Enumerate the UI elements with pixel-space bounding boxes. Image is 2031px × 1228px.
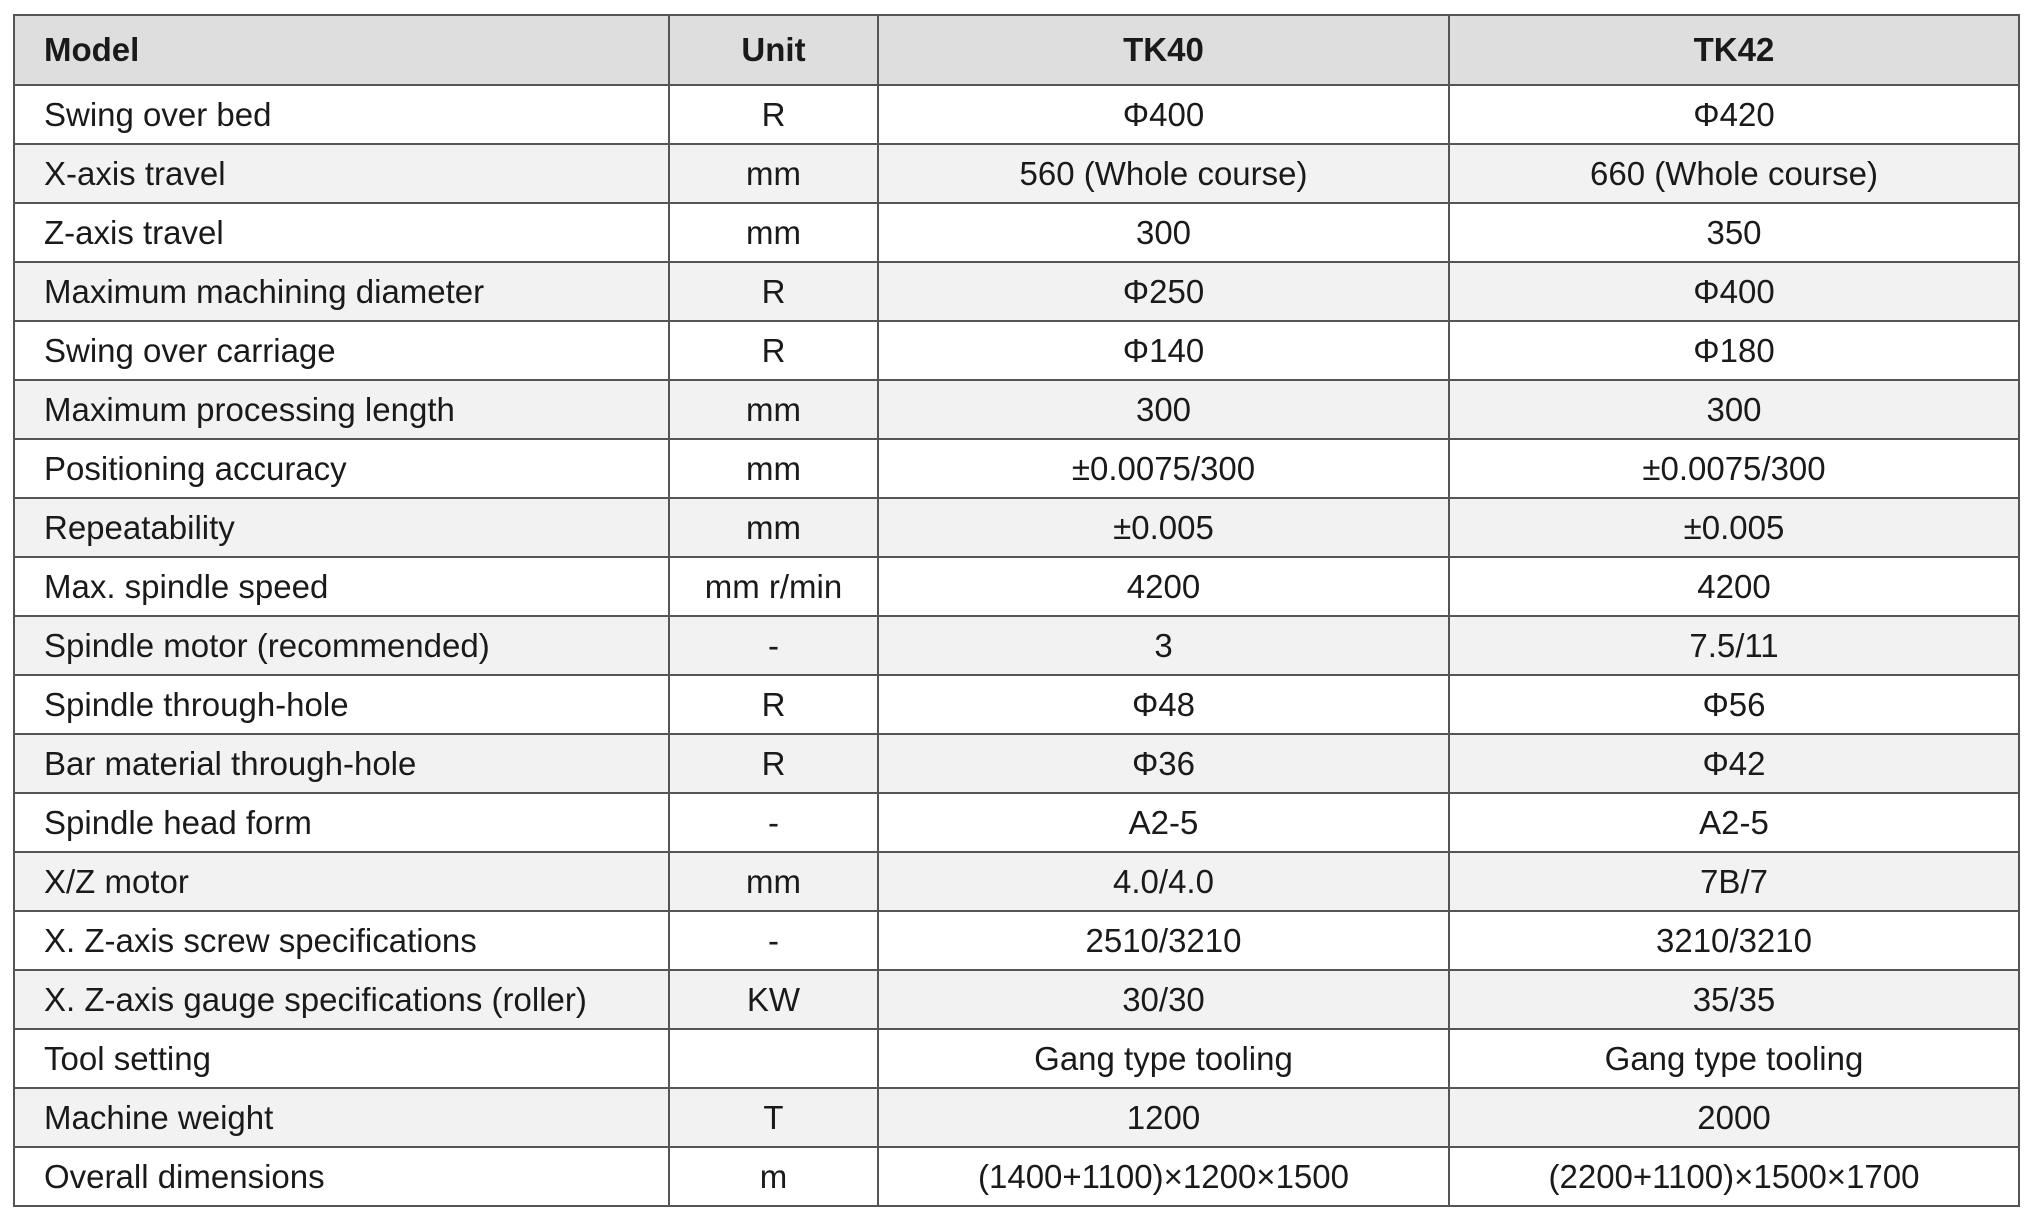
param-cell: Repeatability xyxy=(14,498,669,557)
tk40-value-cell: 1200 xyxy=(878,1088,1449,1147)
header-tk42: TK42 xyxy=(1449,15,2019,85)
tk42-value-cell: Φ400 xyxy=(1449,262,2019,321)
tk40-value-cell: 4.0/4.0 xyxy=(878,852,1449,911)
param-cell: Overall dimensions xyxy=(14,1147,669,1206)
param-cell: Spindle motor (recommended) xyxy=(14,616,669,675)
unit-cell: R xyxy=(669,262,878,321)
unit-cell: mm xyxy=(669,852,878,911)
table-row xyxy=(14,1147,2019,1206)
unit-cell: KW xyxy=(669,970,878,1029)
unit-cell: - xyxy=(669,793,878,852)
tk40-value-cell: Φ250 xyxy=(878,262,1449,321)
tk40-value-cell: A2-5 xyxy=(878,793,1449,852)
tk40-value-cell: 560 (Whole course) xyxy=(878,144,1449,203)
tk40-value-cell: Gang type tooling xyxy=(878,1029,1449,1088)
table-row xyxy=(14,734,2019,793)
tk40-value-cell: ±0.005 xyxy=(878,498,1449,557)
spec-table xyxy=(13,14,2020,1207)
unit-cell: - xyxy=(669,616,878,675)
table-row xyxy=(14,911,2019,970)
unit-cell: mm xyxy=(669,144,878,203)
tk40-value-cell: (1400+1100)×1200×1500 xyxy=(878,1147,1449,1206)
table-row xyxy=(14,321,2019,380)
unit-cell: mm xyxy=(669,203,878,262)
table-row xyxy=(14,262,2019,321)
tk40-value-cell: 2510/3210 xyxy=(878,911,1449,970)
table-row xyxy=(14,498,2019,557)
unit-cell: mm r/min xyxy=(669,557,878,616)
header-unit: Unit xyxy=(669,15,878,85)
param-cell: Maximum machining diameter xyxy=(14,262,669,321)
table-row xyxy=(14,85,2019,144)
param-cell: X-axis travel xyxy=(14,144,669,203)
tk42-value-cell: 660 (Whole course) xyxy=(1449,144,2019,203)
param-cell: Z-axis travel xyxy=(14,203,669,262)
table-row xyxy=(14,144,2019,203)
table-row xyxy=(14,970,2019,1029)
unit-cell: m xyxy=(669,1147,878,1206)
unit-cell: R xyxy=(669,321,878,380)
unit-cell: - xyxy=(669,911,878,970)
tk42-value-cell: Φ56 xyxy=(1449,675,2019,734)
table-row xyxy=(14,1029,2019,1088)
param-cell: X. Z-axis screw specifications xyxy=(14,911,669,970)
tk40-value-cell: 3 xyxy=(878,616,1449,675)
param-cell: Max. spindle speed xyxy=(14,557,669,616)
param-cell: Swing over bed xyxy=(14,85,669,144)
param-cell: X. Z-axis gauge specifications (roller) xyxy=(14,970,669,1029)
tk40-value-cell: 300 xyxy=(878,380,1449,439)
header-tk40: TK40 xyxy=(878,15,1449,85)
param-cell: Spindle head form xyxy=(14,793,669,852)
tk42-value-cell: (2200+1100)×1500×1700 xyxy=(1449,1147,2019,1206)
unit-cell: R xyxy=(669,85,878,144)
param-cell: Machine weight xyxy=(14,1088,669,1147)
tk42-value-cell: Φ180 xyxy=(1449,321,2019,380)
header-row xyxy=(14,15,2019,85)
header-model: Model xyxy=(14,15,669,85)
table-row xyxy=(14,616,2019,675)
unit-cell: T xyxy=(669,1088,878,1147)
table-row xyxy=(14,380,2019,439)
tk42-value-cell: A2-5 xyxy=(1449,793,2019,852)
tk40-value-cell: Φ400 xyxy=(878,85,1449,144)
tk40-value-cell: Φ140 xyxy=(878,321,1449,380)
tk40-value-cell: 30/30 xyxy=(878,970,1449,1029)
unit-cell: R xyxy=(669,675,878,734)
table-body xyxy=(14,85,2019,1206)
param-cell: Swing over carriage xyxy=(14,321,669,380)
table-row xyxy=(14,557,2019,616)
table-row xyxy=(14,675,2019,734)
tk42-value-cell: 7B/7 xyxy=(1449,852,2019,911)
tk40-value-cell: ±0.0075/300 xyxy=(878,439,1449,498)
tk40-value-cell: Φ48 xyxy=(878,675,1449,734)
tk40-value-cell: 300 xyxy=(878,203,1449,262)
tk42-value-cell: 2000 xyxy=(1449,1088,2019,1147)
param-cell: Tool setting xyxy=(14,1029,669,1088)
tk42-value-cell: 35/35 xyxy=(1449,970,2019,1029)
unit-cell: R xyxy=(669,734,878,793)
unit-cell: mm xyxy=(669,439,878,498)
tk42-value-cell: Φ42 xyxy=(1449,734,2019,793)
tk40-value-cell: Φ36 xyxy=(878,734,1449,793)
tk42-value-cell: 350 xyxy=(1449,203,2019,262)
unit-cell xyxy=(669,1029,878,1088)
tk42-value-cell: 7.5/11 xyxy=(1449,616,2019,675)
param-cell: X/Z motor xyxy=(14,852,669,911)
tk42-value-cell: ±0.005 xyxy=(1449,498,2019,557)
table-row xyxy=(14,1088,2019,1147)
table-row xyxy=(14,852,2019,911)
table-row xyxy=(14,203,2019,262)
param-cell: Spindle through-hole xyxy=(14,675,669,734)
tk42-value-cell: Gang type tooling xyxy=(1449,1029,2019,1088)
table-header xyxy=(14,15,2019,85)
param-cell: Positioning accuracy xyxy=(14,439,669,498)
table-row xyxy=(14,793,2019,852)
table-row xyxy=(14,439,2019,498)
tk42-value-cell: 3210/3210 xyxy=(1449,911,2019,970)
tk42-value-cell: 300 xyxy=(1449,380,2019,439)
unit-cell: mm xyxy=(669,498,878,557)
param-cell: Maximum processing length xyxy=(14,380,669,439)
tk42-value-cell: 4200 xyxy=(1449,557,2019,616)
tk42-value-cell: Φ420 xyxy=(1449,85,2019,144)
unit-cell: mm xyxy=(669,380,878,439)
tk40-value-cell: 4200 xyxy=(878,557,1449,616)
tk42-value-cell: ±0.0075/300 xyxy=(1449,439,2019,498)
param-cell: Bar material through-hole xyxy=(14,734,669,793)
